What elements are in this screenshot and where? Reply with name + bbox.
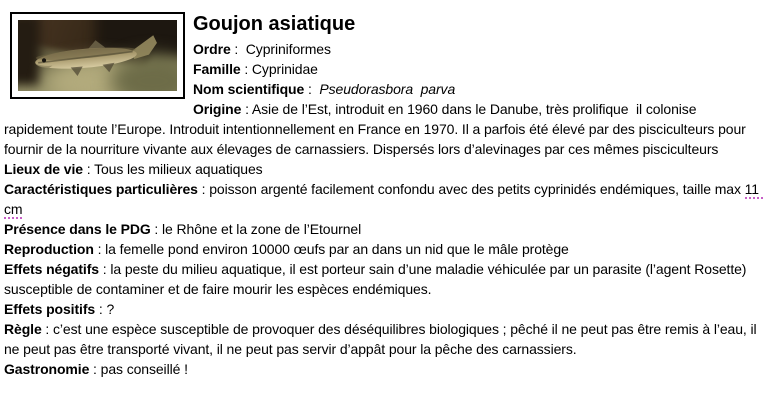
field-value: la peste du milieu aquatique, il est porteur sain d’une maladie véhiculée par un parasite (l’agent Rosette) susceptible de contaminer et de faire mourir les espèces endémiques.: [4, 261, 751, 297]
field-effets-negatifs: [4, 259, 768, 299]
field-value: c’est une espèce susceptible de provoquer des déséquilibres biologiques ; pêché il ne peut pas être remis à l’eau, il ne peut pas être transporté vivant, il ne peut pas servir d’appât pour la pêche des carnassiers.: [4, 321, 761, 357]
field-value: Tous les milieux aquatiques: [94, 161, 263, 177]
field-label: Ordre: [193, 41, 231, 57]
field-label: Lieux de vie: [4, 161, 83, 177]
field-regle: [4, 319, 768, 359]
field-presence-dans-le-pdg: [4, 219, 768, 239]
field-value: pas conseillé !: [100, 361, 188, 377]
field-origine: [4, 99, 768, 159]
field-value: ?: [106, 301, 115, 317]
field-label: Nom scientifique: [193, 81, 305, 97]
field-value: Cyprinidae: [251, 61, 318, 77]
field-separator: :: [98, 261, 111, 277]
field-effets-positifs: [4, 299, 768, 319]
field-reproduction: [4, 239, 768, 259]
field-label: Gastronomie: [4, 361, 90, 377]
page-title: Goujon asiatique: [193, 13, 356, 35]
field-separator: :: [82, 161, 95, 177]
field-value: la femelle pond environ 10000 œufs par an dans un nid que le mâle protège: [105, 241, 569, 257]
field-lieux-de-vie: [4, 159, 768, 179]
field-value: Cypriniformes: [245, 41, 331, 57]
field-label: Règle: [4, 321, 42, 337]
field-separator: :: [150, 221, 163, 237]
field-label: Reproduction: [4, 241, 94, 257]
field-value: poisson argenté facilement confondu avec des petits cyprinidés endémiques, taille max: [209, 181, 745, 197]
field-value: Pseudorasbora parva: [319, 81, 456, 97]
field-label: Origine: [193, 101, 242, 117]
field-label: Famille: [193, 61, 241, 77]
field-separator: :: [241, 101, 252, 117]
field-value: Asie de l’Est, introduit en 1960 dans le Danube, très prolifique il colonise rapidement toute l’Europe. Introduit intentionnellement en France en 1970. Il a parfois été élevé par des pisciculteurs pour fournir de la nourriture vivante aux élevages de carnassiers. Dispersés lors d’alevinages par ces mêmes pisciculteurs: [4, 101, 750, 157]
field-label: Caractéristiques particulières: [4, 181, 198, 197]
field-separator: :: [89, 361, 101, 377]
field-separator: :: [95, 301, 107, 317]
field-separator: :: [240, 61, 252, 77]
field-label: Effets négatifs: [4, 261, 99, 277]
field-gastronomie: [4, 359, 768, 379]
fish-illustration: [18, 20, 177, 91]
field-separator: :: [304, 81, 320, 97]
field-separator: :: [230, 41, 246, 57]
fish-photo-frame: [10, 12, 185, 99]
field-caracteristiques-particulieres: [4, 179, 768, 219]
field-label: Effets positifs: [4, 301, 96, 317]
field-value-spellcheck: 11 cm: [4, 181, 763, 217]
fish-photo: [18, 20, 177, 91]
field-separator: :: [93, 241, 106, 257]
field-separator: :: [197, 181, 210, 197]
field-separator: :: [41, 321, 53, 337]
field-value: le Rhône et la zone de l’Etournel: [162, 221, 362, 237]
field-label: Présence dans le PDG: [4, 221, 151, 237]
